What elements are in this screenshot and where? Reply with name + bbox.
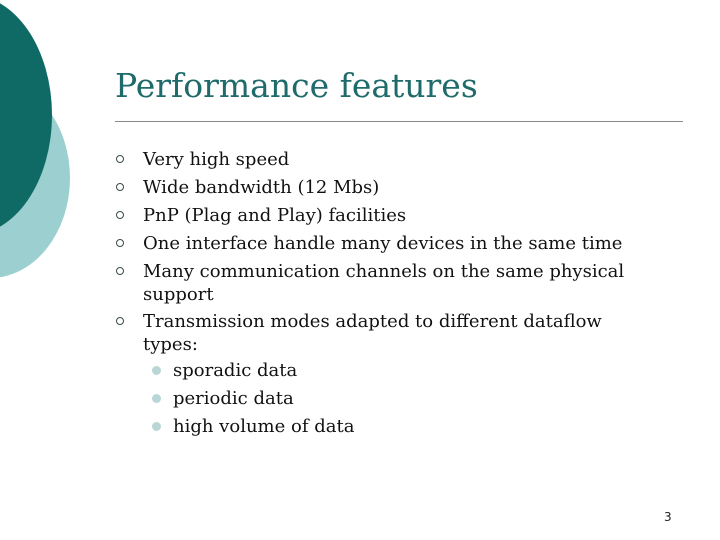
- bullet-item-1: Very high speed: [143, 149, 290, 170]
- hollow-circle-icon: [115, 232, 127, 255]
- sub-bullet-item-2: periodic data: [173, 388, 294, 409]
- hollow-circle-icon: [115, 204, 127, 227]
- filled-dot-icon: [152, 366, 161, 375]
- sub-bullet-item-3: high volume of data: [173, 416, 355, 437]
- hollow-circle-icon: [115, 148, 127, 171]
- page-number: 3: [664, 510, 672, 524]
- bullet-item-4: One interface handle many devices in the same time: [143, 233, 623, 254]
- filled-dot-icon: [152, 422, 161, 431]
- hollow-circle-icon: [115, 310, 127, 333]
- bullet-item-3: PnP (Plag and Play) facilities: [143, 205, 407, 226]
- hollow-circle-icon: [115, 176, 127, 199]
- filled-dot-icon: [152, 394, 161, 403]
- bullet-item-2: Wide bandwidth (12 Mbs): [143, 177, 380, 198]
- sub-bullet-item-1: sporadic data: [173, 360, 298, 381]
- bullet-item-6: Transmission modes adapted to different dataflow types:: [143, 311, 602, 355]
- hollow-circle-icon: [115, 260, 127, 283]
- bullet-item-5: Many communication channels on the same physical support: [143, 261, 625, 305]
- slide-title: Performance features: [115, 66, 478, 105]
